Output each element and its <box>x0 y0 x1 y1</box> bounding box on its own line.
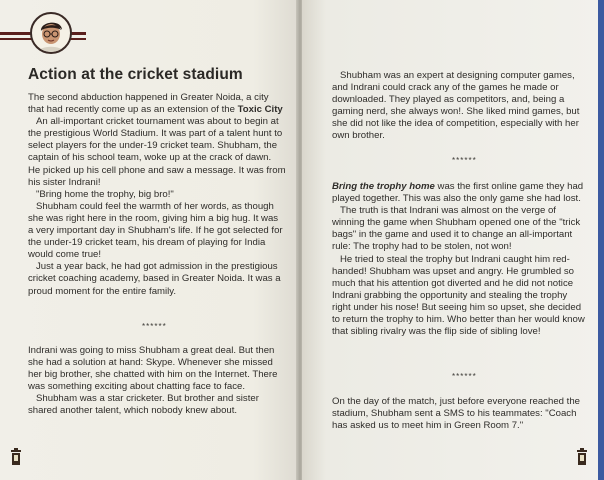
right-body-top <box>332 70 586 143</box>
left-page <box>0 0 298 480</box>
left-body-top <box>28 92 286 298</box>
trash-can-icon <box>10 448 22 466</box>
paragraph: Shubham was an expert at designing computer games, and Indrani could crack any of the games he made or downloaded. They played as competitors, and, being a gaming nerd, she always won!. She liked mind games, but she did not like the idea of competition, especially with her own brother. <box>332 70 580 142</box>
paragraph: Shubham could feel the warmth of her words, as though she was right here in the room, giving him a big hug. It was a very important day in Shubham's life. If he got selected for the under-19 cricket team, his dream of playing for India would come true! <box>28 200 283 261</box>
paragraph: The second abduction happened in Greater Noida, a city that had recently come up as an extension of the Toxic City <box>28 92 283 116</box>
paragraph: Indrani was going to miss Shubham a great deal. But then she had a solution at hand: Skype. Whenever she missed her big brother, she chatted with him on the Internet. There was something exciting about chatting face to face. <box>28 345 278 393</box>
section-separator: ****** <box>142 322 167 331</box>
paragraph: He tried to steal the trophy but Indrani caught him red-handed! Shubham was upset and angry. He grumbled so much that his attention got diverted and he did not notice Indrani grabbing the opportunity and stealing the trophy right under his nose! But seeing him so upset, she decided to return the trophy to him. Who better than her would know that sibling rivalry was the flip side of sibling love! <box>332 253 585 338</box>
section-separator: ****** <box>452 156 477 165</box>
chapter-title: Action at the cricket stadium <box>28 66 243 83</box>
paragraph: On the day of the match, just before everyone reached the stadium, Shubham sent a SMS to his teammates: "Coach has asked us to meet him in Green Room 7." <box>332 396 580 432</box>
paragraph: Bring the trophy home was the first online game they had played together. This was also the only game she had lost. <box>332 181 584 205</box>
left-body-bottom <box>28 345 286 418</box>
right-body-bottom <box>332 396 586 432</box>
trash-can-icon <box>576 448 588 466</box>
paragraph: An all-important cricket tournament was about to begin at the prestigious World Stadium. It was part of a talent hunt to select players for the under-19 cricket team. Shubham, the captain of his school team, woke up at the crack of dawn. He picked up his cell phone and saw a message. It was from his sister Indrani! <box>28 116 286 188</box>
paragraph: "Bring home the trophy, big bro!" <box>36 188 174 200</box>
paragraph: Just a year back, he had got admission in the prestigious cricket coaching academy, based in Greater Noida. It was a proud moment for the entire family. <box>28 261 281 297</box>
right-body-middle <box>332 181 586 338</box>
paragraph: The truth is that Indrani was almost on the verge of winning the game when Shubham opened one of the "trick bags" in the game and used it to change an all-important rule: The trophy had to be stolen, not won! <box>332 205 581 253</box>
paragraph: Shubham was a star cricketer. But brother and sister shared another talent, which nobody knew about. <box>28 393 259 417</box>
section-separator: ****** <box>452 372 477 381</box>
game-title-emphasis: Bring the trophy home <box>332 181 435 192</box>
character-portrait-icon <box>30 12 72 54</box>
toxic-city-emphasis: Toxic City <box>237 104 283 116</box>
page-edge <box>598 0 604 480</box>
